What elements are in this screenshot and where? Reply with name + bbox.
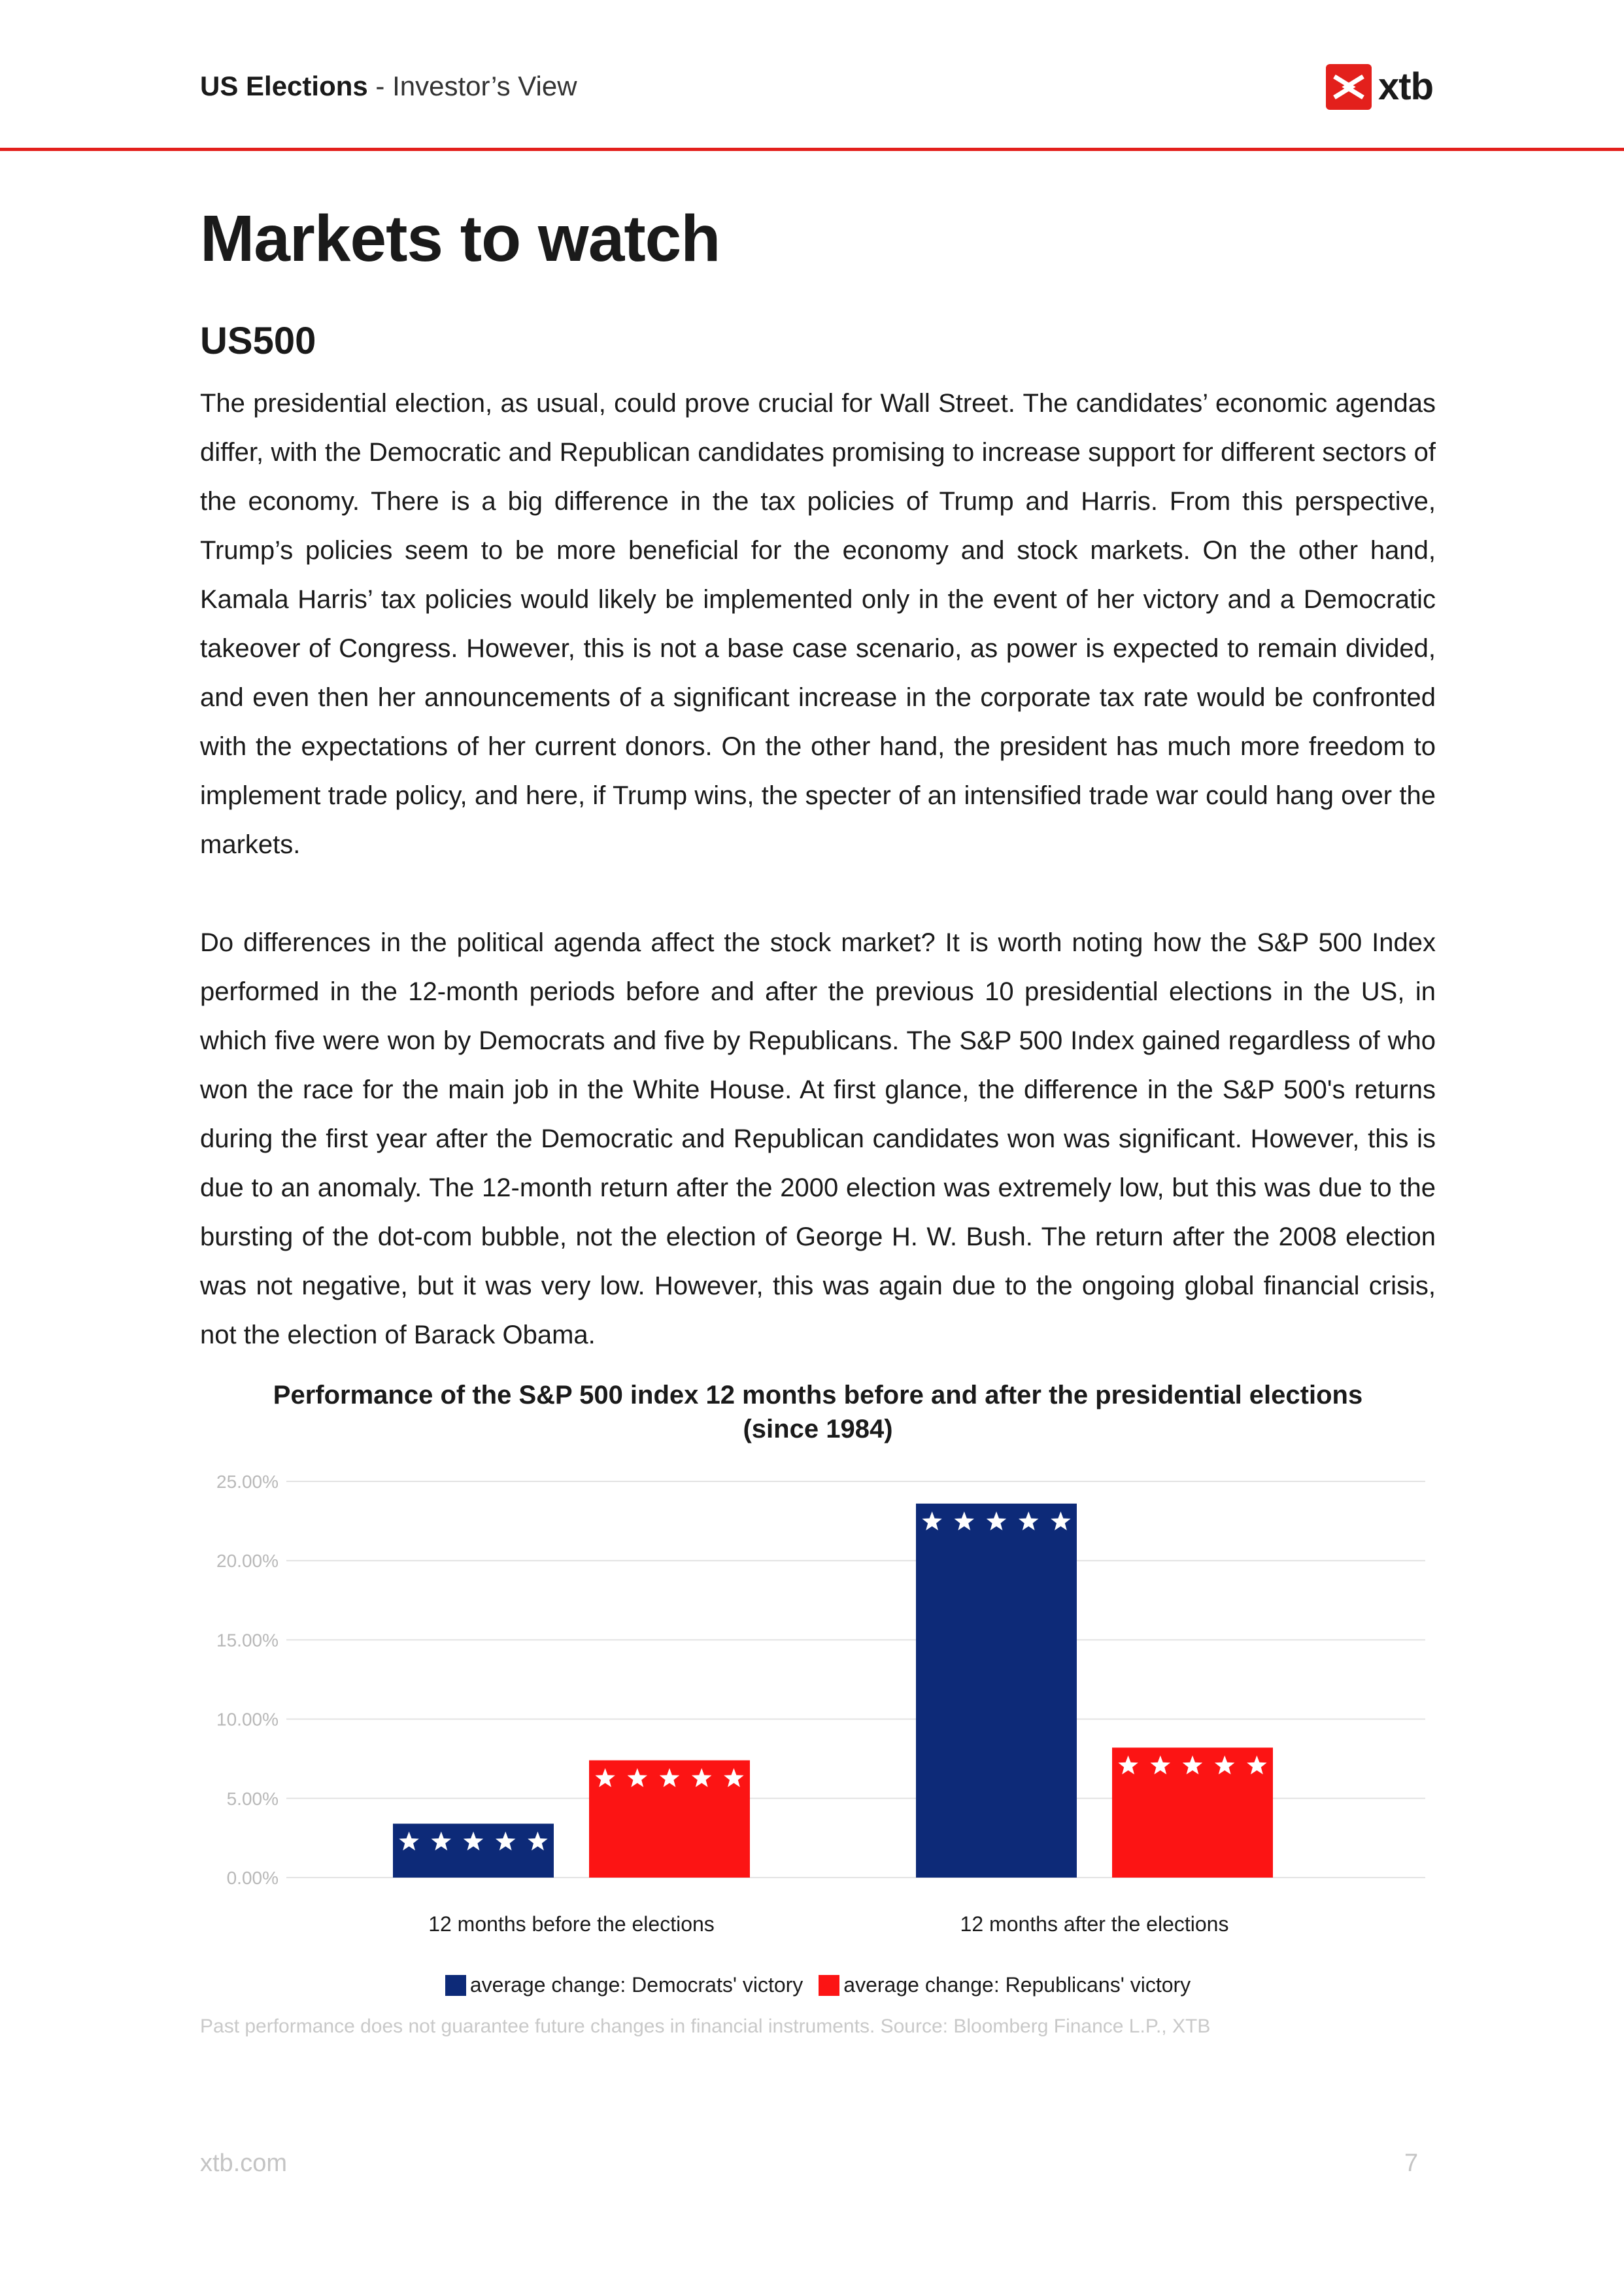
source-note: Past performance does not guarantee future changes in financial instruments. Source: Bloomberg Finance L.P., XTB — [200, 2016, 1211, 2037]
y-tick-label: 20.00% — [216, 1551, 279, 1572]
chart-title-line: Performance of the S&P 500 index 12 months before and after the presidential elections — [273, 1381, 1363, 1409]
xtb-logo — [1326, 63, 1433, 110]
y-tick-label: 5.00% — [226, 1788, 279, 1809]
header-title-bold: US Elections — [200, 71, 368, 101]
header-title-subtitle: - Investor’s View — [367, 71, 577, 101]
y-tick-label: 0.00% — [226, 1868, 279, 1888]
x-category-label: 12 months after the elections — [960, 1912, 1229, 1936]
legend-item-democrats — [445, 1973, 803, 1997]
page-number: 7 — [1404, 2150, 1419, 2177]
footer-site: xtb.com — [200, 2150, 288, 2177]
document-header-title — [200, 68, 577, 105]
legend-label-democrats: average change: Democrats' victory — [469, 1973, 804, 1997]
y-tick-label: 25.00% — [216, 1472, 279, 1492]
header-divider — [0, 148, 1624, 151]
legend-swatch-republicans — [819, 1975, 839, 1996]
body-paragraph: The presidential election, as usual, could prove crucial for Wall Street. The candidates’ economic agendas differ, with the Democratic and Republican candidates promising to increase support for different sectors of the economy. There is a big difference in the tax policies of Trump and Harris. From this perspective, Trump’s policies seem to be more beneficial for the economy and stock markets. On the other hand, Kamala Harris’ tax policies would likely be implemented only in the event of her victory and a Democratic takeover of Congress. However, this is not a base case scenario, as power is expected to remain divided, and even then her announcements of a significant increase in the corporate tax rate would be confronted with the expectations of her current donors. On the other hand, the president has much more freedom to implement trade policy, and here, if Trump wins, the specter of an intensified trade war could hang over the markets. — [200, 389, 1436, 859]
body-paragraph: Do differences in the political agenda affect the stock market? It is worth noting how the S&P 500 Index performed in the 12-month periods before and after the previous 10 presidential elections in the US, in which five were won by Democrats and five by Republicans. The S&P 500 Index gained regardless of who won the race for the main job in the White House. At first glance, the difference in the S&P 500's returns during the first year after the Democratic and Republican candidates won was significant. However, this is due to an anomaly. The 12-month return after the 2000 election was extremely low, but this was due to the bursting of the dot-com bubble, not the election of George H. W. Bush. The return after the 2008 election was not negative, but it was very low. However, this was again due to the ongoing global financial crisis, not the election of Barack Obama. — [200, 928, 1436, 1349]
bar-chart — [190, 1464, 1438, 1961]
y-tick-label: 10.00% — [216, 1709, 279, 1730]
legend-swatch-democrats — [445, 1975, 466, 1996]
xtb-logo-mark-icon — [1326, 64, 1372, 110]
chart-subtitle-line: (since 1984) — [743, 1415, 893, 1443]
legend-item-republicans — [819, 1973, 1191, 1997]
x-category-label: 12 months before the elections — [428, 1912, 715, 1936]
legend-label-republicans: average change: Republicans' victory — [843, 1973, 1191, 1997]
xtb-logo-text: xtb — [1378, 65, 1433, 108]
section-title: US500 — [200, 320, 316, 362]
y-tick-label: 15.00% — [216, 1630, 279, 1651]
chart-legend — [200, 1973, 1436, 1997]
bar-democrats — [916, 1504, 1077, 1878]
page-title: Markets to watch — [200, 202, 720, 275]
chart-title — [200, 1378, 1436, 1446]
